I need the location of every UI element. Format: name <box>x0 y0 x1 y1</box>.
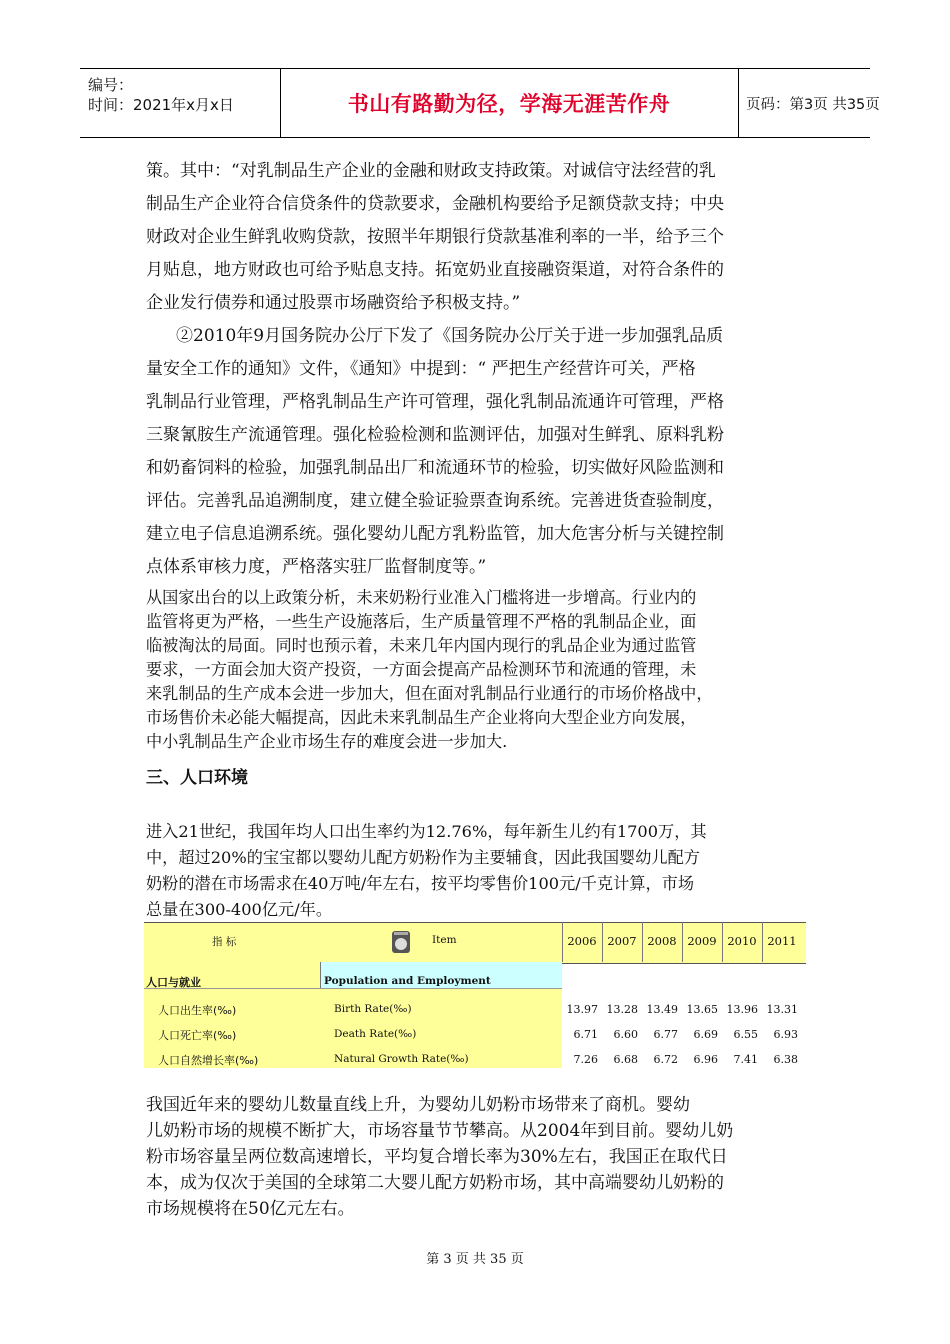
section-heading: 三、人口环境 <box>146 768 248 788</box>
text-line: 点体系审核力度，严格落实驻厂监督制度等。” <box>146 557 487 577</box>
row-label-en: Birth Rate(‰) <box>334 1003 412 1015</box>
col-divider <box>320 962 321 988</box>
text-line: 企业发行债券和通过股票市场融资给予积极支持。” <box>146 293 521 313</box>
row-label-cn: 人口出生率(‰) <box>158 1004 237 1017</box>
text-line: 和奶畜饲料的检验，加强乳制品出厂和流通环节的检验，切实做好风险监测和 <box>146 458 724 478</box>
year-header: 2006 <box>567 934 597 948</box>
year-header: 2007 <box>607 934 637 948</box>
table-cell: 13.65 <box>686 1003 718 1016</box>
table-cell: 6.60 <box>613 1028 638 1041</box>
year-header: 2008 <box>647 934 677 948</box>
table-cell: 6.93 <box>773 1028 798 1041</box>
text-line: 来乳制品的生产成本会进一步加大，但在面对乳制品行业通行的市场价格战中， <box>146 684 713 703</box>
table-cell: 7.26 <box>573 1053 598 1066</box>
time-label: 时间：2021年x月x日 <box>88 96 234 114</box>
text-line: 中，超过20%的宝宝都以婴幼儿配方奶粉作为主要辅食，因此我国婴幼儿配方 <box>146 848 700 867</box>
text-line: 评估。完善乳品追溯制度，建立健全验证验票查询系统。完善进货查验制度， <box>146 491 724 511</box>
number-label: 编号： <box>88 76 134 94</box>
text-line: 总量在300-400亿元/年。 <box>146 900 333 919</box>
page-footer: 第 3 页 共 35 页 <box>426 1252 524 1267</box>
table-cell: 6.55 <box>733 1028 758 1041</box>
text-line: 临被淘汰的局面。同时也预示着，未来几年内国内现行的乳品企业为通过监管 <box>146 636 697 655</box>
text-line: 奶粉的潜在市场需求在40万吨/年左右，按平均零售价100元/千克计算，市场 <box>146 874 695 893</box>
indicator-header: 指 标 <box>212 936 237 948</box>
table-cell: 6.68 <box>613 1053 638 1066</box>
table-cell: 13.31 <box>766 1003 798 1016</box>
table-cell: 6.69 <box>693 1028 718 1041</box>
milk-jar-icon <box>391 930 411 954</box>
text-line: 粉市场容量呈两位数高速增长，平均复合增长率为30%左右，我国正在取代日 <box>146 1147 728 1167</box>
text-line: 我国近年来的婴幼儿数量直线上升，为婴幼儿奶粉市场带来了商机。婴幼 <box>146 1095 690 1115</box>
population-stats-table <box>144 922 806 1068</box>
group-label-cn: 人口与就业 <box>146 976 201 989</box>
table-cell: 6.38 <box>773 1053 798 1066</box>
text-line: 量安全工作的通知》文件，《通知》中提到：“ 严把生产经营许可关，严格 <box>146 359 696 379</box>
table-cell: 7.41 <box>733 1053 758 1066</box>
header-meta-cell <box>80 69 281 137</box>
text-line: 市场售价未必能大幅提高，因此未来乳制品生产企业将向大型企业方向发展， <box>146 708 697 727</box>
table-cell: 13.96 <box>726 1003 758 1016</box>
motto: 书山有路勤为径，学海无涯苦作舟 <box>347 92 671 116</box>
table-cell: 6.77 <box>653 1028 678 1041</box>
text-line: 进入21世纪，我国年均人口出生率约为12.76%，每年新生儿约有1700万，其 <box>146 822 707 841</box>
text-line: 本，成为仅次于美国的全球第二大婴儿配方奶粉市场，其中高端婴幼儿奶粉的 <box>146 1173 724 1193</box>
text-line: ②2010年9月国务院办公厅下发了《国务院办公厅关于进一步加强乳品质 <box>176 326 724 346</box>
row-label-en: Natural Growth Rate(‰) <box>334 1053 469 1065</box>
year-header: 2011 <box>767 934 797 948</box>
text-line: 从国家出台的以上政策分析，未来奶粉行业准入门槛将进一步增高。行业内的 <box>146 588 697 607</box>
row-label-cn: 人口死亡率(‰) <box>158 1029 237 1042</box>
text-line: 月贴息，地方财政也可给予贴息支持。拓宽奶业直接融资渠道，对符合条件的 <box>146 260 724 280</box>
text-line: 监管将更为严格，一些生产设施落后，生产质量管理不严格的乳制品企业，面 <box>146 612 697 631</box>
row-label-en: Death Rate(‰) <box>334 1028 417 1040</box>
text-line: 策。其中：“对乳制品生产企业的金融和财政支持政策。对诚信守法经营的乳 <box>146 161 716 181</box>
page-header <box>80 68 880 138</box>
item-header: Item <box>432 934 457 946</box>
table-cell: 13.49 <box>646 1003 678 1016</box>
table-cell: 6.96 <box>693 1053 718 1066</box>
year-header: 2009 <box>687 934 717 948</box>
text-line: 制品生产企业符合信贷条件的贷款要求，金融机构要给予足额贷款支持；中央 <box>146 194 724 214</box>
text-line: 三聚氰胺生产流通管理。强化检验检测和监测评估，加强对生鲜乳、原料乳粉 <box>146 425 724 445</box>
text-line: 中小乳制品生产企业市场生存的难度会进一步加大. <box>146 732 508 751</box>
header-motto-cell <box>280 69 739 137</box>
year-header: 2010 <box>727 934 757 948</box>
text-line: 要求，一方面会加大资产投资，一方面会提高产品检测环节和流通的管理，未 <box>146 660 697 679</box>
table-cell: 13.97 <box>566 1003 598 1016</box>
table-cell: 6.72 <box>653 1053 678 1066</box>
text-line: 财政对企业生鲜乳收购贷款，按照半年期银行贷款基准利率的一半，给予三个 <box>146 227 724 247</box>
group-label-en: Population and Employment <box>324 975 491 987</box>
table-cell: 13.28 <box>606 1003 638 1016</box>
page-info: 页码：第3页 共35页 <box>746 96 880 113</box>
text-line: 建立电子信息追溯系统。强化婴幼儿配方乳粉监管，加大危害分析与关键控制 <box>146 524 724 544</box>
row-label-cn: 人口自然增长率(‰) <box>158 1054 259 1067</box>
row-divider <box>144 988 562 989</box>
table-cell: 6.71 <box>573 1028 598 1041</box>
text-line: 市场规模将在50亿元左右。 <box>146 1199 355 1219</box>
text-line: 儿奶粉市场的规模不断扩大，市场容量节节攀高。从2004年到目前。婴幼儿奶 <box>146 1121 734 1141</box>
text-line: 乳制品行业管理，严格乳制品生产许可管理，强化乳制品流通许可管理，严格 <box>146 392 724 412</box>
